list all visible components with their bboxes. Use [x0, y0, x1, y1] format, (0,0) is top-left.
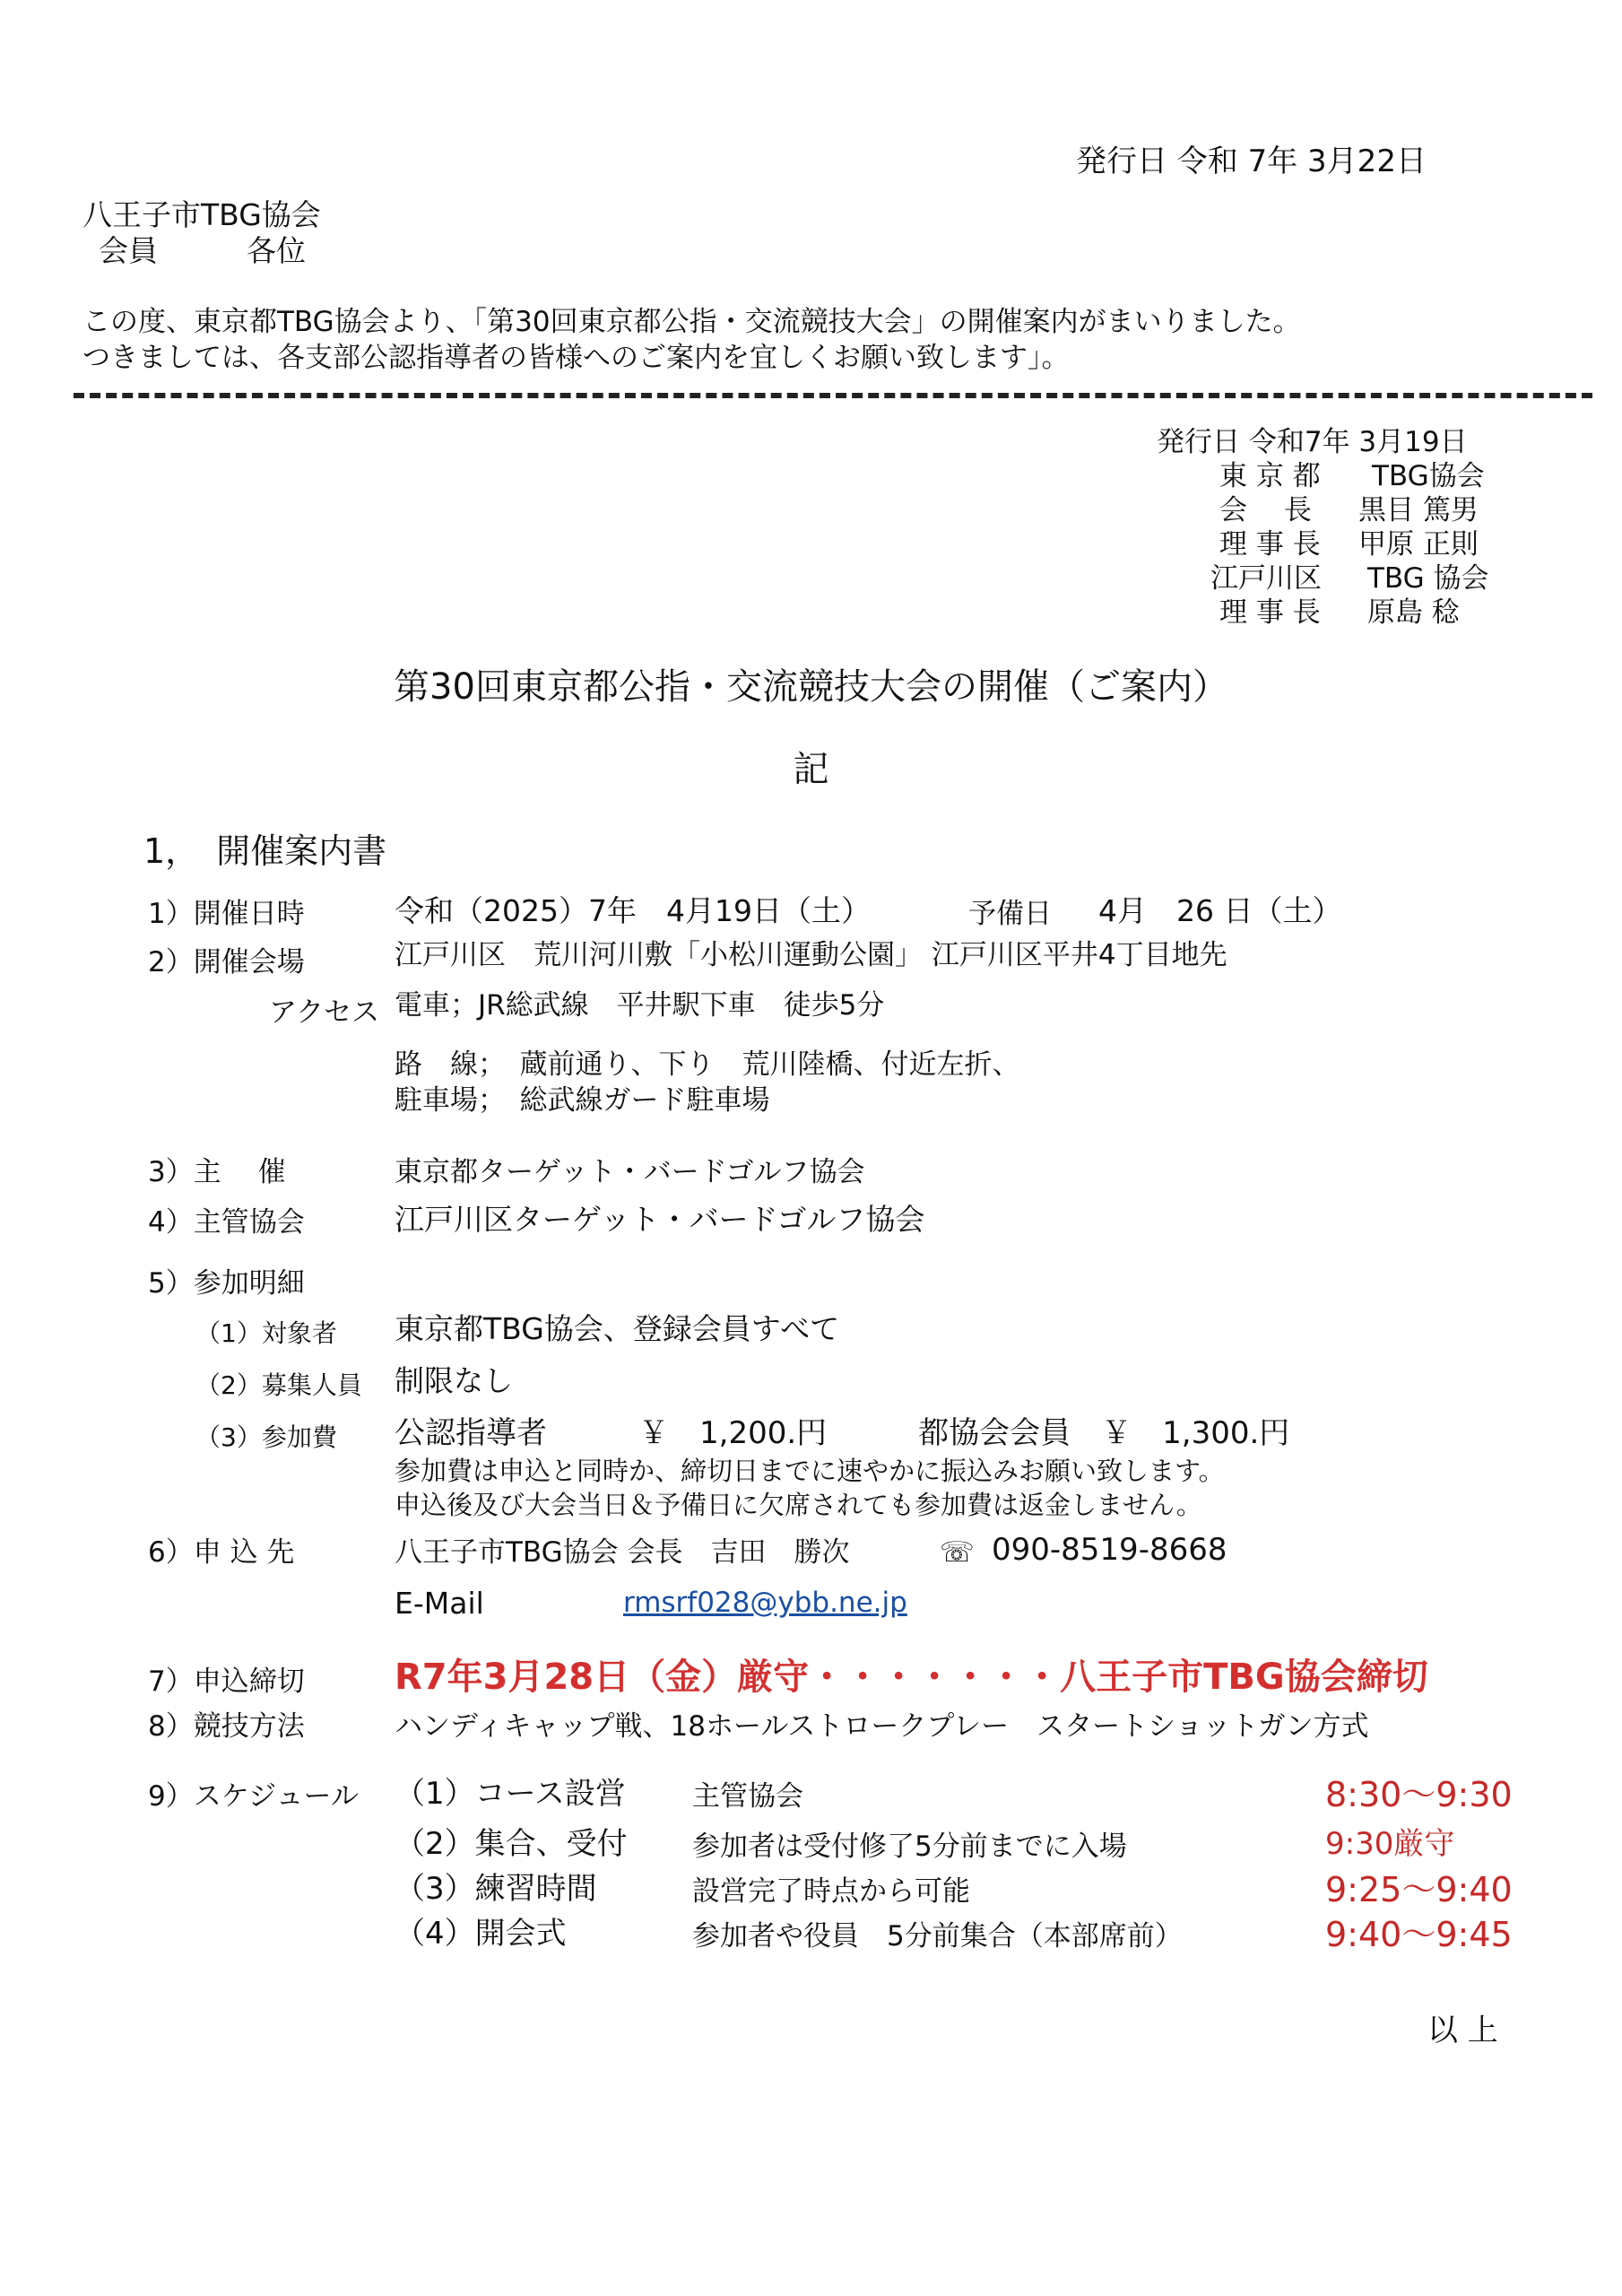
recipient-org: 八王子市TBG協会: [82, 197, 321, 232]
host-label: 3）主 催: [148, 1156, 286, 1188]
issuer-name: 原島 稔: [1367, 596, 1460, 629]
issuer-role: 東 京 都: [1219, 460, 1321, 492]
dashed-divider: [74, 393, 1592, 398]
schedule-desc: 参加者や役員 5分前集合（本部席前）: [692, 1920, 1183, 1952]
notice-date: 発行日 令和 7年 3月22日: [1076, 144, 1427, 179]
section-heading: 1， 開催案内書: [143, 831, 387, 871]
schedule-desc: 参加者は受付修了5分前までに入場: [692, 1831, 1127, 1863]
organizer-value: 江戸川区ターゲット・バードゴルフ協会: [395, 1202, 925, 1237]
method-value: ハンディキャップ戦、18ホールストロークプレー スタートショットガン方式: [395, 1710, 1369, 1743]
phone-number: 090-8519-8668: [992, 1532, 1227, 1568]
issuer-name: TBG 協会: [1367, 562, 1489, 595]
access-parking: 駐車場； 総武線ガード駐車場: [395, 1084, 770, 1117]
target-value: 東京都TBG協会、登録会員すべて: [395, 1311, 840, 1346]
access-train: 電車；JR総武線 平井駅下車 徒歩5分: [395, 989, 885, 1022]
issuer-date: 発行日 令和7年 3月19日: [1157, 426, 1468, 458]
target-label: （1）対象者: [195, 1318, 337, 1348]
reserve-label: 予備日: [968, 898, 1052, 930]
page-title: 第30回東京都公指・交流競技大会の開催（ご案内）: [394, 666, 1228, 708]
issuer-name: 甲原 正則: [1358, 528, 1479, 561]
issuer-role: 江戸川区: [1210, 562, 1322, 595]
schedule-time: 9:25～9:40: [1325, 1870, 1513, 1909]
venue-label: 2）開催会場: [148, 946, 305, 978]
schedule-item: （3）練習時間: [395, 1871, 597, 1907]
schedule-label: 9）スケジュール: [148, 1780, 359, 1813]
schedule-time: 9:40～9:45: [1325, 1915, 1513, 1954]
apply-value: 八王子市TBG協会 会長 吉田 勝次: [395, 1536, 850, 1569]
schedule-desc: 主管協会: [692, 1780, 803, 1813]
apply-label: 6）申 込 先: [148, 1536, 295, 1569]
organizer-label: 4）主管協会: [148, 1206, 305, 1239]
date-value: 令和（2025）7年 4月19日（土）: [395, 893, 871, 928]
ki-heading: 記: [793, 749, 829, 790]
email-link[interactable]: rmsrf028@ybb.ne.jp: [623, 1587, 907, 1619]
issuer-name: TBG協会: [1372, 460, 1485, 492]
fee-label: （3）参加費: [195, 1422, 337, 1452]
fee-note-2: 申込後及び大会当日＆予備日に欠席されても参加費は返金しません。: [395, 1490, 1202, 1520]
schedule-time: 8:30～9:30: [1325, 1775, 1513, 1814]
notice-message-line-2: つきましては、各支部公認指導者の皆様へのご案内を宜しくお願い致します」。: [82, 342, 1070, 374]
fee-value: 公認指導者 ￥ 1,200.円 都協会会員 ￥ 1,300.円: [395, 1415, 1290, 1451]
schedule-item: （1）コース設営: [395, 1776, 626, 1812]
issuer-role: 会 長: [1219, 494, 1312, 526]
notice-message-line-1: この度、東京都TBG協会より、「第30回東京都公指・交流競技大会」の開催案内がまいりました。: [82, 306, 1301, 338]
schedule-time: 9:30厳守: [1325, 1826, 1455, 1862]
deadline-label: 7）申込締切: [148, 1665, 305, 1698]
email-label: E-Mail: [395, 1586, 484, 1621]
recipient-members: 会員 各位: [99, 233, 306, 268]
fee-note-1: 参加費は申込と同時か、締切日までに速やかに振込みお願い致します。: [395, 1456, 1225, 1486]
reserve-value: 4月 26 日（土）: [1098, 893, 1342, 928]
capacity-value: 制限なし: [395, 1363, 513, 1398]
date-label: 1）開催日時: [148, 898, 305, 930]
venue-value: 江戸川区 荒川河川敷「小松川運動公園」 江戸川区平井4丁目地先: [395, 939, 1227, 971]
host-value: 東京都ターゲット・バードゴルフ協会: [395, 1156, 865, 1188]
schedule-item: （4）開会式: [395, 1916, 567, 1952]
issuer-role: 理 事 長: [1219, 528, 1321, 561]
method-label: 8）競技方法: [148, 1710, 305, 1743]
closing-text: 以 上: [1427, 2013, 1498, 2048]
phone-icon: ☏: [940, 1536, 975, 1569]
schedule-item: （2）集合、受付: [395, 1826, 628, 1862]
schedule-desc: 設営完了時点から可能: [692, 1875, 970, 1908]
deadline-value: R7年3月28日（金）厳守・・・・・・・八王子市TBG協会締切: [395, 1657, 1428, 1698]
issuer-name: 黒目 篤男: [1358, 494, 1479, 526]
access-label: アクセス: [269, 996, 380, 1029]
details-label: 5）参加明細: [148, 1267, 305, 1300]
capacity-label: （2）募集人員: [195, 1370, 362, 1400]
issuer-role: 理 事 長: [1219, 596, 1321, 629]
access-route: 路 線； 蔵前通り、下り 荒川陸橋、付近左折、: [395, 1048, 1020, 1081]
